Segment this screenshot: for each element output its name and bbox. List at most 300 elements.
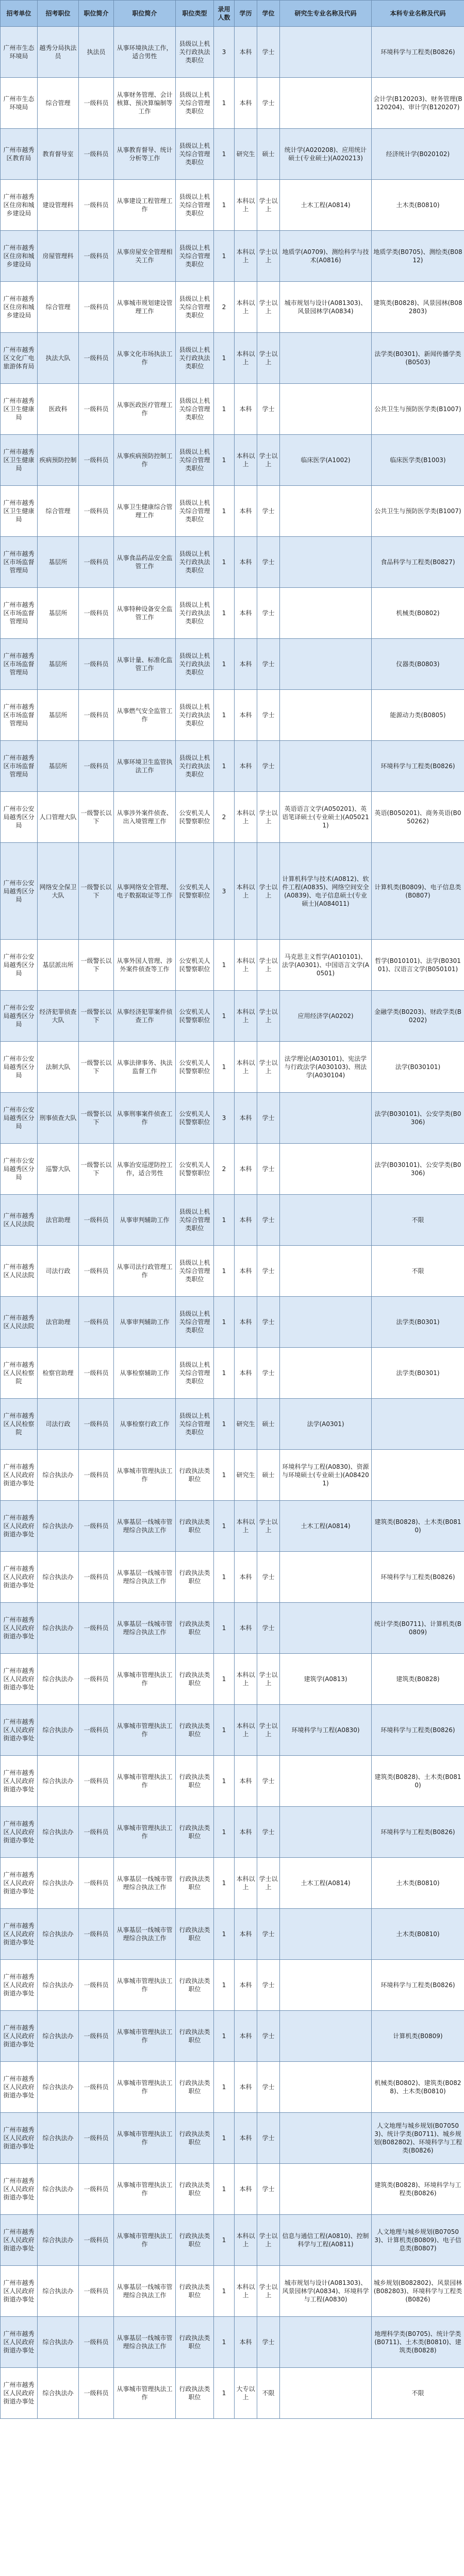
cell-dept: 广州市越秀区人民政府街道办事处 (1, 2062, 38, 2113)
cell-type: 行政执法类职位 (176, 1654, 214, 1705)
cell-edu: 本科 (235, 384, 257, 435)
cell-type: 行政执法类职位 (176, 1756, 214, 1807)
cell-ug: 法学(B030101) (372, 1042, 464, 1093)
cell-type: 行政执法类职位 (176, 2215, 214, 2266)
cell-ug: 土木类(B0810) (372, 1858, 464, 1909)
cell-num: 1 (214, 537, 235, 588)
cell-type: 行政执法类职位 (176, 1807, 214, 1858)
cell-desc: 从事刑事案件侦查工作 (114, 1093, 176, 1144)
cell-num: 1 (214, 435, 235, 486)
cell-degree: 学士以上 (257, 1654, 280, 1705)
cell-post: 一级科员 (79, 231, 114, 282)
cell-post: 一级科员 (79, 2011, 114, 2062)
cell-desc: 从事经济犯罪案件侦查工作 (114, 991, 176, 1042)
cell-unit: 基层派出所 (38, 940, 79, 991)
header-edu: 学历 (235, 1, 257, 27)
cell-edu: 本科以上 (235, 2215, 257, 2266)
cell-edu: 本科 (235, 588, 257, 639)
cell-desc: 从事城市管理执法工作 (114, 1756, 176, 1807)
cell-dept: 广州市越秀区卫生健康局 (1, 486, 38, 537)
cell-num: 1 (214, 1552, 235, 1603)
cell-edu: 研究生 (235, 1399, 257, 1450)
cell-ug: 不限 (372, 2368, 464, 2419)
cell-ug: 机械类(B0802) (372, 588, 464, 639)
cell-degree: 学士 (257, 537, 280, 588)
cell-num: 3 (214, 1093, 235, 1144)
cell-dept: 广州市越秀区人民检察院 (1, 1399, 38, 1450)
cell-grad: 英语语言文学(A050201)、英语笔译硕士(专业硕士)(A050211) (280, 792, 372, 843)
cell-num: 1 (214, 78, 235, 129)
cell-dept: 广州市越秀区市场监督管理局 (1, 639, 38, 690)
cell-type: 行政执法类职位 (176, 1960, 214, 2011)
cell-ug: 建筑类(B0828)、土木类(B0810) (372, 1501, 464, 1552)
cell-type: 县级以上机关行政执法类职位 (176, 690, 214, 741)
cell-dept: 广州市越秀区人民政府街道办事处 (1, 1807, 38, 1858)
cell-desc: 从事外国人管理、涉外案件侦查等工作 (114, 940, 176, 991)
cell-grad (280, 1195, 372, 1246)
cell-type: 行政执法类职位 (176, 1909, 214, 1960)
cell-unit: 法官助理 (38, 1297, 79, 1348)
cell-edu: 本科 (235, 1603, 257, 1654)
cell-post: 一级科员 (79, 1297, 114, 1348)
cell-degree: 学士 (257, 1756, 280, 1807)
cell-grad (280, 27, 372, 78)
cell-post: 一级科员 (79, 1807, 114, 1858)
table-header (1, 1, 464, 27)
cell-desc: 从事计量、标准化监管工作 (114, 639, 176, 690)
cell-num: 1 (214, 129, 235, 180)
table-row (1, 1603, 464, 1654)
cell-ug: 机械类(B0802)、建筑类(B0828)、土木类(B0810) (372, 2062, 464, 2113)
cell-grad: 土木工程(A0814) (280, 1501, 372, 1552)
cell-edu: 本科以上 (235, 940, 257, 991)
cell-desc: 从事基层一线城市管理综合执法工作 (114, 1909, 176, 1960)
cell-grad (280, 588, 372, 639)
cell-degree: 学士以上 (257, 1858, 280, 1909)
cell-post: 一级科员 (79, 1552, 114, 1603)
cell-desc: 从事文化市场执法工作 (114, 333, 176, 384)
cell-ug: 能源动力类(B0805) (372, 690, 464, 741)
cell-dept: 广州市越秀区人民政府街道办事处 (1, 2113, 38, 2164)
cell-degree: 学士以上 (257, 940, 280, 991)
cell-edu: 本科 (235, 2011, 257, 2062)
cell-degree: 学士 (257, 1297, 280, 1348)
cell-edu: 本科 (235, 1807, 257, 1858)
cell-ug: 统计学类(B0711)、计算机类(B0809) (372, 1603, 464, 1654)
cell-ug: 金融学类(B0203)、财政学类(B0202) (372, 991, 464, 1042)
cell-unit: 综合执法办 (38, 2215, 79, 2266)
cell-edu: 本科 (235, 2062, 257, 2113)
cell-degree: 学士以上 (257, 1705, 280, 1756)
cell-edu: 本科以上 (235, 1042, 257, 1093)
header-num: 录用人数 (214, 1, 235, 27)
cell-num: 3 (214, 27, 235, 78)
cell-desc: 从事特种设备安全监管工作 (114, 588, 176, 639)
cell-desc: 从事城市管理执法工作 (114, 2062, 176, 2113)
cell-num: 1 (214, 1297, 235, 1348)
table-row (1, 2317, 464, 2368)
cell-dept: 广州市公安局越秀区分局 (1, 940, 38, 991)
cell-dept: 广州市越秀区人民法院 (1, 1195, 38, 1246)
cell-dept: 广州市越秀区人民政府街道办事处 (1, 1654, 38, 1705)
cell-unit: 综合执法办 (38, 2368, 79, 2419)
cell-desc: 从事城市规划建设管理工作 (114, 282, 176, 333)
cell-post: 一级警长以下 (79, 940, 114, 991)
cell-grad (280, 2113, 372, 2164)
cell-degree: 学士以上 (257, 282, 280, 333)
cell-num: 1 (214, 1501, 235, 1552)
cell-edu: 本科 (235, 1093, 257, 1144)
cell-type: 县级以上机关综合管理类职位 (176, 282, 214, 333)
cell-post: 一级科员 (79, 537, 114, 588)
cell-type: 县级以上机关行政执法类职位 (176, 741, 214, 792)
cell-ug: 不限 (372, 1246, 464, 1297)
table-row (1, 1399, 464, 1450)
cell-degree: 学士 (257, 1603, 280, 1654)
cell-num: 3 (214, 843, 235, 940)
cell-type: 县级以上机关行政执法类职位 (176, 588, 214, 639)
cell-unit: 综合执法办 (38, 1858, 79, 1909)
cell-grad: 地质学(A0709)、测绘科学与技术(A0816) (280, 231, 372, 282)
header-type: 职位类型 (176, 1, 214, 27)
cell-grad (280, 2317, 372, 2368)
cell-dept: 广州市越秀区人民政府街道办事处 (1, 2011, 38, 2062)
cell-num: 2 (214, 282, 235, 333)
cell-dept: 广州市公安局越秀区分局 (1, 792, 38, 843)
cell-desc: 从事治安巡逻防控工作，适合男性 (114, 1144, 176, 1195)
cell-post: 一级警长以下 (79, 991, 114, 1042)
cell-ug (372, 1399, 464, 1450)
table-row (1, 2164, 464, 2215)
cell-ug: 人文地理与城乡规划(B070503)、计算机类(B0809)、电子信息类(B0807) (372, 2215, 464, 2266)
header-post: 职位简介 (79, 1, 114, 27)
cell-post: 一级科员 (79, 2368, 114, 2419)
cell-ug: 计算机类(B0809) (372, 2011, 464, 2062)
cell-grad (280, 1552, 372, 1603)
cell-post: 一级科员 (79, 1399, 114, 1450)
cell-degree: 学士以上 (257, 1501, 280, 1552)
cell-desc: 从事城市管理执法工作 (114, 1705, 176, 1756)
cell-desc: 从事城市管理执法工作 (114, 2164, 176, 2215)
cell-grad: 城市规划与设计(A081303)、风景园林学(A0834)、环境科学与工程(A0830) (280, 2266, 372, 2317)
table-row (1, 27, 464, 78)
cell-ug: 地理科学类(B0705)、统计学类(B0711)、土木类(B0810)、建筑类(B0828) (372, 2317, 464, 2368)
cell-degree: 学士 (257, 1144, 280, 1195)
cell-type: 县级以上机关综合管理类职位 (176, 1297, 214, 1348)
cell-type: 县级以上机关行政执法类职位 (176, 537, 214, 588)
cell-post: 一级科员 (79, 486, 114, 537)
cell-num: 1 (214, 690, 235, 741)
cell-post: 一级科员 (79, 435, 114, 486)
cell-dept: 广州市越秀区卫生健康局 (1, 384, 38, 435)
cell-type: 公安机关人民警察职位 (176, 1144, 214, 1195)
table-row (1, 231, 464, 282)
cell-edu: 本科 (235, 486, 257, 537)
cell-edu: 本科以上 (235, 1654, 257, 1705)
cell-dept: 广州市公安局越秀区分局 (1, 1042, 38, 1093)
cell-edu: 本科 (235, 2164, 257, 2215)
cell-degree: 学士 (257, 1093, 280, 1144)
cell-post: 一级科员 (79, 1195, 114, 1246)
cell-dept: 广州市公安局越秀区分局 (1, 991, 38, 1042)
cell-edu: 本科 (235, 1144, 257, 1195)
cell-ug: 土木类(B0810) (372, 180, 464, 231)
cell-unit: 基层所 (38, 537, 79, 588)
table-row (1, 129, 464, 180)
cell-num: 1 (214, 2113, 235, 2164)
cell-unit: 综合执法办 (38, 2011, 79, 2062)
cell-post: 一级科员 (79, 1246, 114, 1297)
cell-dept: 广州市越秀区住房和城乡建设局 (1, 180, 38, 231)
cell-num: 1 (214, 1348, 235, 1399)
cell-type: 县级以上机关综合管理类职位 (176, 231, 214, 282)
cell-edu: 本科以上 (235, 991, 257, 1042)
cell-degree: 学士 (257, 690, 280, 741)
cell-ug: 城乡规划(B082802)、风景园林(B082803)、环境科学与工程类(B0826) (372, 2266, 464, 2317)
cell-grad (280, 384, 372, 435)
cell-dept: 广州市越秀区人民政府街道办事处 (1, 2215, 38, 2266)
cell-dept: 广州市越秀区教育局 (1, 129, 38, 180)
cell-unit: 综合执法办 (38, 1705, 79, 1756)
cell-desc: 从事城市管理执法工作 (114, 1450, 176, 1501)
cell-dept: 广州市越秀区人民政府街道办事处 (1, 1960, 38, 2011)
cell-edu: 本科 (235, 741, 257, 792)
cell-grad (280, 1603, 372, 1654)
cell-grad: 临床医学(A1002) (280, 435, 372, 486)
cell-post: 一级科员 (79, 1858, 114, 1909)
cell-dept: 广州市越秀区市场监督管理局 (1, 588, 38, 639)
table-row (1, 1960, 464, 2011)
cell-num: 1 (214, 991, 235, 1042)
cell-degree: 学士 (257, 27, 280, 78)
cell-grad (280, 1807, 372, 1858)
cell-type: 行政执法类职位 (176, 1552, 214, 1603)
cell-num: 1 (214, 2164, 235, 2215)
cell-ug: 公共卫生与预防医学类(B1007) (372, 486, 464, 537)
cell-ug: 环境科学与工程类(B0826) (372, 1552, 464, 1603)
cell-desc: 从事基层一线城市管理综合执法工作 (114, 1501, 176, 1552)
cell-unit: 检察官助理 (38, 1348, 79, 1399)
cell-degree: 学士 (257, 1195, 280, 1246)
cell-dept: 广州市越秀区人民政府街道办事处 (1, 1705, 38, 1756)
table-row (1, 2368, 464, 2419)
cell-dept: 广州市越秀区人民法院 (1, 1297, 38, 1348)
cell-num: 2 (214, 1144, 235, 1195)
cell-grad (280, 2062, 372, 2113)
table-row (1, 1093, 464, 1144)
cell-edu: 本科以上 (235, 282, 257, 333)
cell-num: 1 (214, 588, 235, 639)
cell-edu: 本科以上 (235, 180, 257, 231)
cell-edu: 本科以上 (235, 1858, 257, 1909)
cell-unit: 综合执法办 (38, 2113, 79, 2164)
cell-grad (280, 1144, 372, 1195)
cell-grad: 马克思主义哲学(A010101)、法学(A0301)、中国语言文学(A0501) (280, 940, 372, 991)
cell-ug: 环境科学与工程类(B0826) (372, 1705, 464, 1756)
cell-edu: 本科 (235, 1348, 257, 1399)
cell-degree: 学士 (257, 1807, 280, 1858)
table-row (1, 486, 464, 537)
cell-desc: 从事基层一线城市管理综合执法工作 (114, 2266, 176, 2317)
cell-type: 县级以上机关综合管理类职位 (176, 1348, 214, 1399)
cell-type: 县级以上机关综合管理类职位 (176, 1195, 214, 1246)
cell-unit: 综合执法办 (38, 1552, 79, 1603)
cell-edu: 本科以上 (235, 792, 257, 843)
header-desc: 职位简介 (114, 1, 176, 27)
table-row (1, 2215, 464, 2266)
cell-post: 一级科员 (79, 384, 114, 435)
cell-degree: 学士 (257, 2062, 280, 2113)
cell-grad: 应用经济学(A0202) (280, 991, 372, 1042)
cell-post: 一级警长以下 (79, 1144, 114, 1195)
cell-post: 一级科员 (79, 1654, 114, 1705)
table-row (1, 690, 464, 741)
cell-edu: 本科以上 (235, 1705, 257, 1756)
cell-dept: 广州市生态环境局 (1, 27, 38, 78)
cell-grad (280, 639, 372, 690)
cell-unit: 刑事侦查大队 (38, 1093, 79, 1144)
cell-ug: 环境科学与工程类(B0826) (372, 27, 464, 78)
table-row (1, 991, 464, 1042)
table-row (1, 2113, 464, 2164)
table-row (1, 1246, 464, 1297)
cell-post: 执法员 (79, 27, 114, 78)
cell-unit: 司法行政 (38, 1246, 79, 1297)
cell-grad (280, 690, 372, 741)
cell-desc: 从事燃气安全监管工作 (114, 690, 176, 741)
cell-degree: 学士以上 (257, 1042, 280, 1093)
cell-unit: 综合执法办 (38, 2266, 79, 2317)
cell-edu: 本科以上 (235, 333, 257, 384)
cell-degree: 学士 (257, 2317, 280, 2368)
cell-desc: 从事城市管理执法工作 (114, 1654, 176, 1705)
cell-num: 1 (214, 2062, 235, 2113)
table-row (1, 1705, 464, 1756)
cell-type: 行政执法类职位 (176, 2368, 214, 2419)
cell-edu: 本科 (235, 1246, 257, 1297)
cell-grad (280, 2368, 372, 2419)
cell-grad: 建筑学(A0813) (280, 1654, 372, 1705)
table-row (1, 384, 464, 435)
cell-post: 一级科员 (79, 2062, 114, 2113)
cell-edu: 本科 (235, 639, 257, 690)
cell-post: 一级科员 (79, 2266, 114, 2317)
cell-unit: 基层所 (38, 690, 79, 741)
table-row (1, 1807, 464, 1858)
cell-ug: 建筑类(B0828)、土木类(B0810) (372, 1756, 464, 1807)
cell-num: 1 (214, 2266, 235, 2317)
table-row (1, 1552, 464, 1603)
cell-ug: 食品科学与工程类(B0827) (372, 537, 464, 588)
cell-num: 1 (214, 1654, 235, 1705)
cell-dept: 广州市越秀区人民政府街道办事处 (1, 1909, 38, 1960)
table-row (1, 1195, 464, 1246)
cell-post: 一级警长以下 (79, 1042, 114, 1093)
cell-unit: 基层所 (38, 639, 79, 690)
cell-grad (280, 333, 372, 384)
cell-dept: 广州市越秀区人民政府街道办事处 (1, 1552, 38, 1603)
cell-edu: 本科 (235, 27, 257, 78)
cell-ug: 人文地理与城乡规划(B070503)、统计学类(B0711)、城乡规划(B082802)、环境科学与工程类(B0826) (372, 2113, 464, 2164)
cell-unit: 教育督导室 (38, 129, 79, 180)
cell-unit: 巡警大队 (38, 1144, 79, 1195)
cell-ug: 法学类(B0301) (372, 1348, 464, 1399)
cell-post: 一级科员 (79, 2113, 114, 2164)
table-row (1, 78, 464, 129)
cell-edu: 本科 (235, 2113, 257, 2164)
cell-dept: 广州市越秀区人民政府街道办事处 (1, 2266, 38, 2317)
cell-num: 1 (214, 1246, 235, 1297)
cell-grad: 统计学(A020208)、应用统计硕士(专业硕士)(A020213) (280, 129, 372, 180)
table-row (1, 282, 464, 333)
table-row (1, 2011, 464, 2062)
cell-ug: 仪器类(B0803) (372, 639, 464, 690)
cell-degree: 学士 (257, 1909, 280, 1960)
header-grad: 研究生专业名称及代码 (280, 1, 372, 27)
cell-unit: 法官助理 (38, 1195, 79, 1246)
cell-grad (280, 741, 372, 792)
cell-grad (280, 1246, 372, 1297)
cell-desc: 从事建设工程管理工作 (114, 180, 176, 231)
table-row (1, 792, 464, 843)
cell-unit: 综合执法办 (38, 2317, 79, 2368)
cell-num: 1 (214, 486, 235, 537)
cell-type: 县级以上机关综合管理类职位 (176, 486, 214, 537)
cell-desc: 从事检察辅助工作 (114, 1348, 176, 1399)
header-row (1, 1, 464, 27)
cell-type: 公安机关人民警察职位 (176, 1042, 214, 1093)
cell-desc: 从事财务管理、会计核算、预决算编制等工作 (114, 78, 176, 129)
cell-post: 一级科员 (79, 588, 114, 639)
cell-num: 1 (214, 1756, 235, 1807)
cell-grad: 土木工程(A0814) (280, 180, 372, 231)
cell-unit: 综合执法办 (38, 1501, 79, 1552)
cell-post: 一级科员 (79, 690, 114, 741)
cell-dept: 广州市越秀区人民政府街道办事处 (1, 1603, 38, 1654)
cell-dept: 广州市越秀区卫生健康局 (1, 435, 38, 486)
cell-degree: 学士 (257, 1348, 280, 1399)
cell-edu: 本科 (235, 1909, 257, 1960)
cell-num: 1 (214, 2368, 235, 2419)
cell-ug: 计算机类(B0809)、电子信息类(B0807) (372, 843, 464, 940)
cell-num: 1 (214, 1042, 235, 1093)
cell-post: 一级科员 (79, 2164, 114, 2215)
cell-grad: 法学(A0301) (280, 1399, 372, 1450)
cell-num: 1 (214, 1399, 235, 1450)
cell-type: 行政执法类职位 (176, 1858, 214, 1909)
cell-unit: 经济犯罪侦查大队 (38, 991, 79, 1042)
cell-ug: 法学类(B0301)、新闻传播学类(B0503) (372, 333, 464, 384)
cell-desc: 从事城市管理执法工作 (114, 1807, 176, 1858)
cell-post: 一级科员 (79, 2317, 114, 2368)
cell-desc: 从事城市管理执法工作 (114, 2113, 176, 2164)
cell-post: 一级科员 (79, 1756, 114, 1807)
cell-unit: 执法大队 (38, 333, 79, 384)
cell-unit: 医政科 (38, 384, 79, 435)
cell-unit: 人口管理大队 (38, 792, 79, 843)
cell-desc: 从事城市管理执法工作 (114, 2011, 176, 2062)
cell-degree: 学士 (257, 1246, 280, 1297)
cell-edu: 本科以上 (235, 231, 257, 282)
cell-num: 1 (214, 333, 235, 384)
cell-degree: 学士 (257, 1552, 280, 1603)
cell-dept: 广州市越秀区人民政府街道办事处 (1, 1858, 38, 1909)
cell-desc: 从事基层一线城市管理综合执法工作 (114, 1858, 176, 1909)
cell-ug: 建筑类(B0828) (372, 1654, 464, 1705)
cell-ug: 不限 (372, 1195, 464, 1246)
cell-num: 1 (214, 2011, 235, 2062)
cell-desc: 从事卫生健康综合管理工作 (114, 486, 176, 537)
